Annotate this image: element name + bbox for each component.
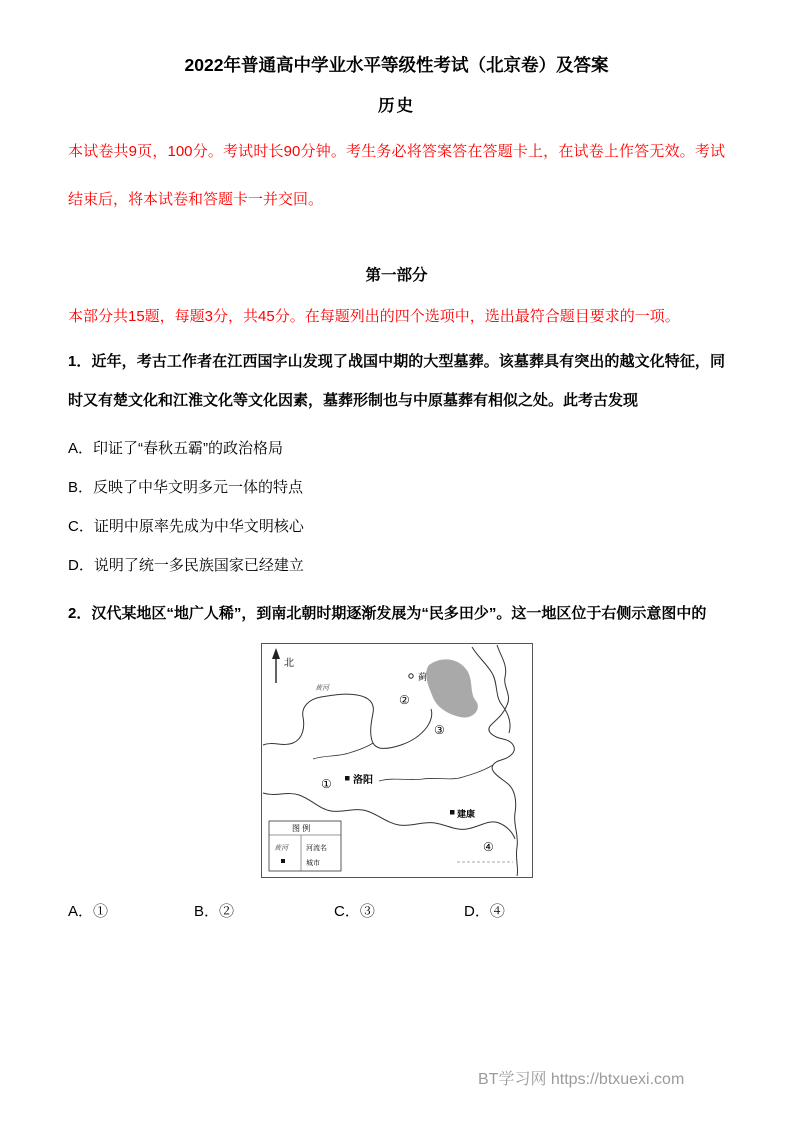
map-legend — [269, 821, 341, 871]
question-1-option-b: B．反映了中华文明多元一体的特点 — [68, 479, 304, 496]
section-heading: 第一部分 — [365, 267, 428, 284]
question-2-option-b: B．② — [194, 903, 235, 920]
legend-title: 图 例 — [291, 824, 310, 833]
map-marker-4: ④ — [482, 840, 494, 854]
section-instructions: 本部分共15题，每题3分，共45分。在每题列出的四个选项中，选出最符合题目要求的一项。 — [68, 308, 680, 325]
map-marker-1: ① — [320, 777, 332, 791]
city-marker-luoyang — [345, 776, 350, 781]
question-1-option-c: C．证明中原率先成为中华文明核心 — [68, 518, 304, 535]
site-footer: BT学习网 https://btxuexi.com — [478, 1071, 685, 1088]
doc-title: 2022年普通高中学业水平等级性考试（北京卷）及答案 — [184, 55, 609, 75]
question-1-option-a: A．印证了“春秋五霸”的政治格局 — [68, 440, 283, 457]
legend-city-label: 城市 — [305, 860, 320, 867]
question-2-option-c: C．③ — [334, 903, 375, 920]
question-2-stem: 2．汉代某地区“地广人稀”，到南北朝时期逐渐发展为“民多田少”。这一地区位于右侧示意图中的 — [68, 605, 707, 622]
map-marker-3: ③ — [433, 723, 445, 737]
question-1-stem: 1．近年，考古工作者在江西国字山发现了战国中期的大型墓葬。该墓葬具有突出的越文化特征，同时又有楚文化和江淮文化等文化因素，墓葬形制也与中原墓葬有相似之处。此考古发现 — [68, 353, 725, 409]
map-marker-2: ② — [398, 693, 410, 707]
map-figure — [261, 643, 533, 878]
question-2-option-a: A．① — [68, 903, 109, 920]
legend-city-symbol — [281, 859, 285, 863]
city-label-luoyang: 洛阳 — [352, 775, 373, 786]
legend-river-symbol: 黄河 — [273, 845, 288, 852]
question-2-option-d: D．④ — [464, 903, 505, 920]
city-label-jiankang: 建康 — [456, 809, 475, 819]
city-label-ji: 蓟 — [417, 672, 427, 682]
north-label: 北 — [283, 658, 294, 669]
doc-subject: 历史 — [378, 97, 415, 115]
exam-notice: 本试卷共9页，100分。考试时长90分钟。考生务必将答案答在答题卡上，在试卷上作答无效。考试结束后，将本试卷和答题卡一并交回。 — [68, 143, 725, 208]
question-1-option-d: D．说明了统一多民族国家已经建立 — [68, 557, 304, 574]
city-marker-jiankang — [450, 810, 455, 815]
legend-river-label: 河流名 — [305, 845, 327, 852]
schematic-map — [261, 643, 533, 878]
question-2-options — [68, 900, 725, 921]
yellow-river-label: 黄河 — [314, 685, 329, 692]
